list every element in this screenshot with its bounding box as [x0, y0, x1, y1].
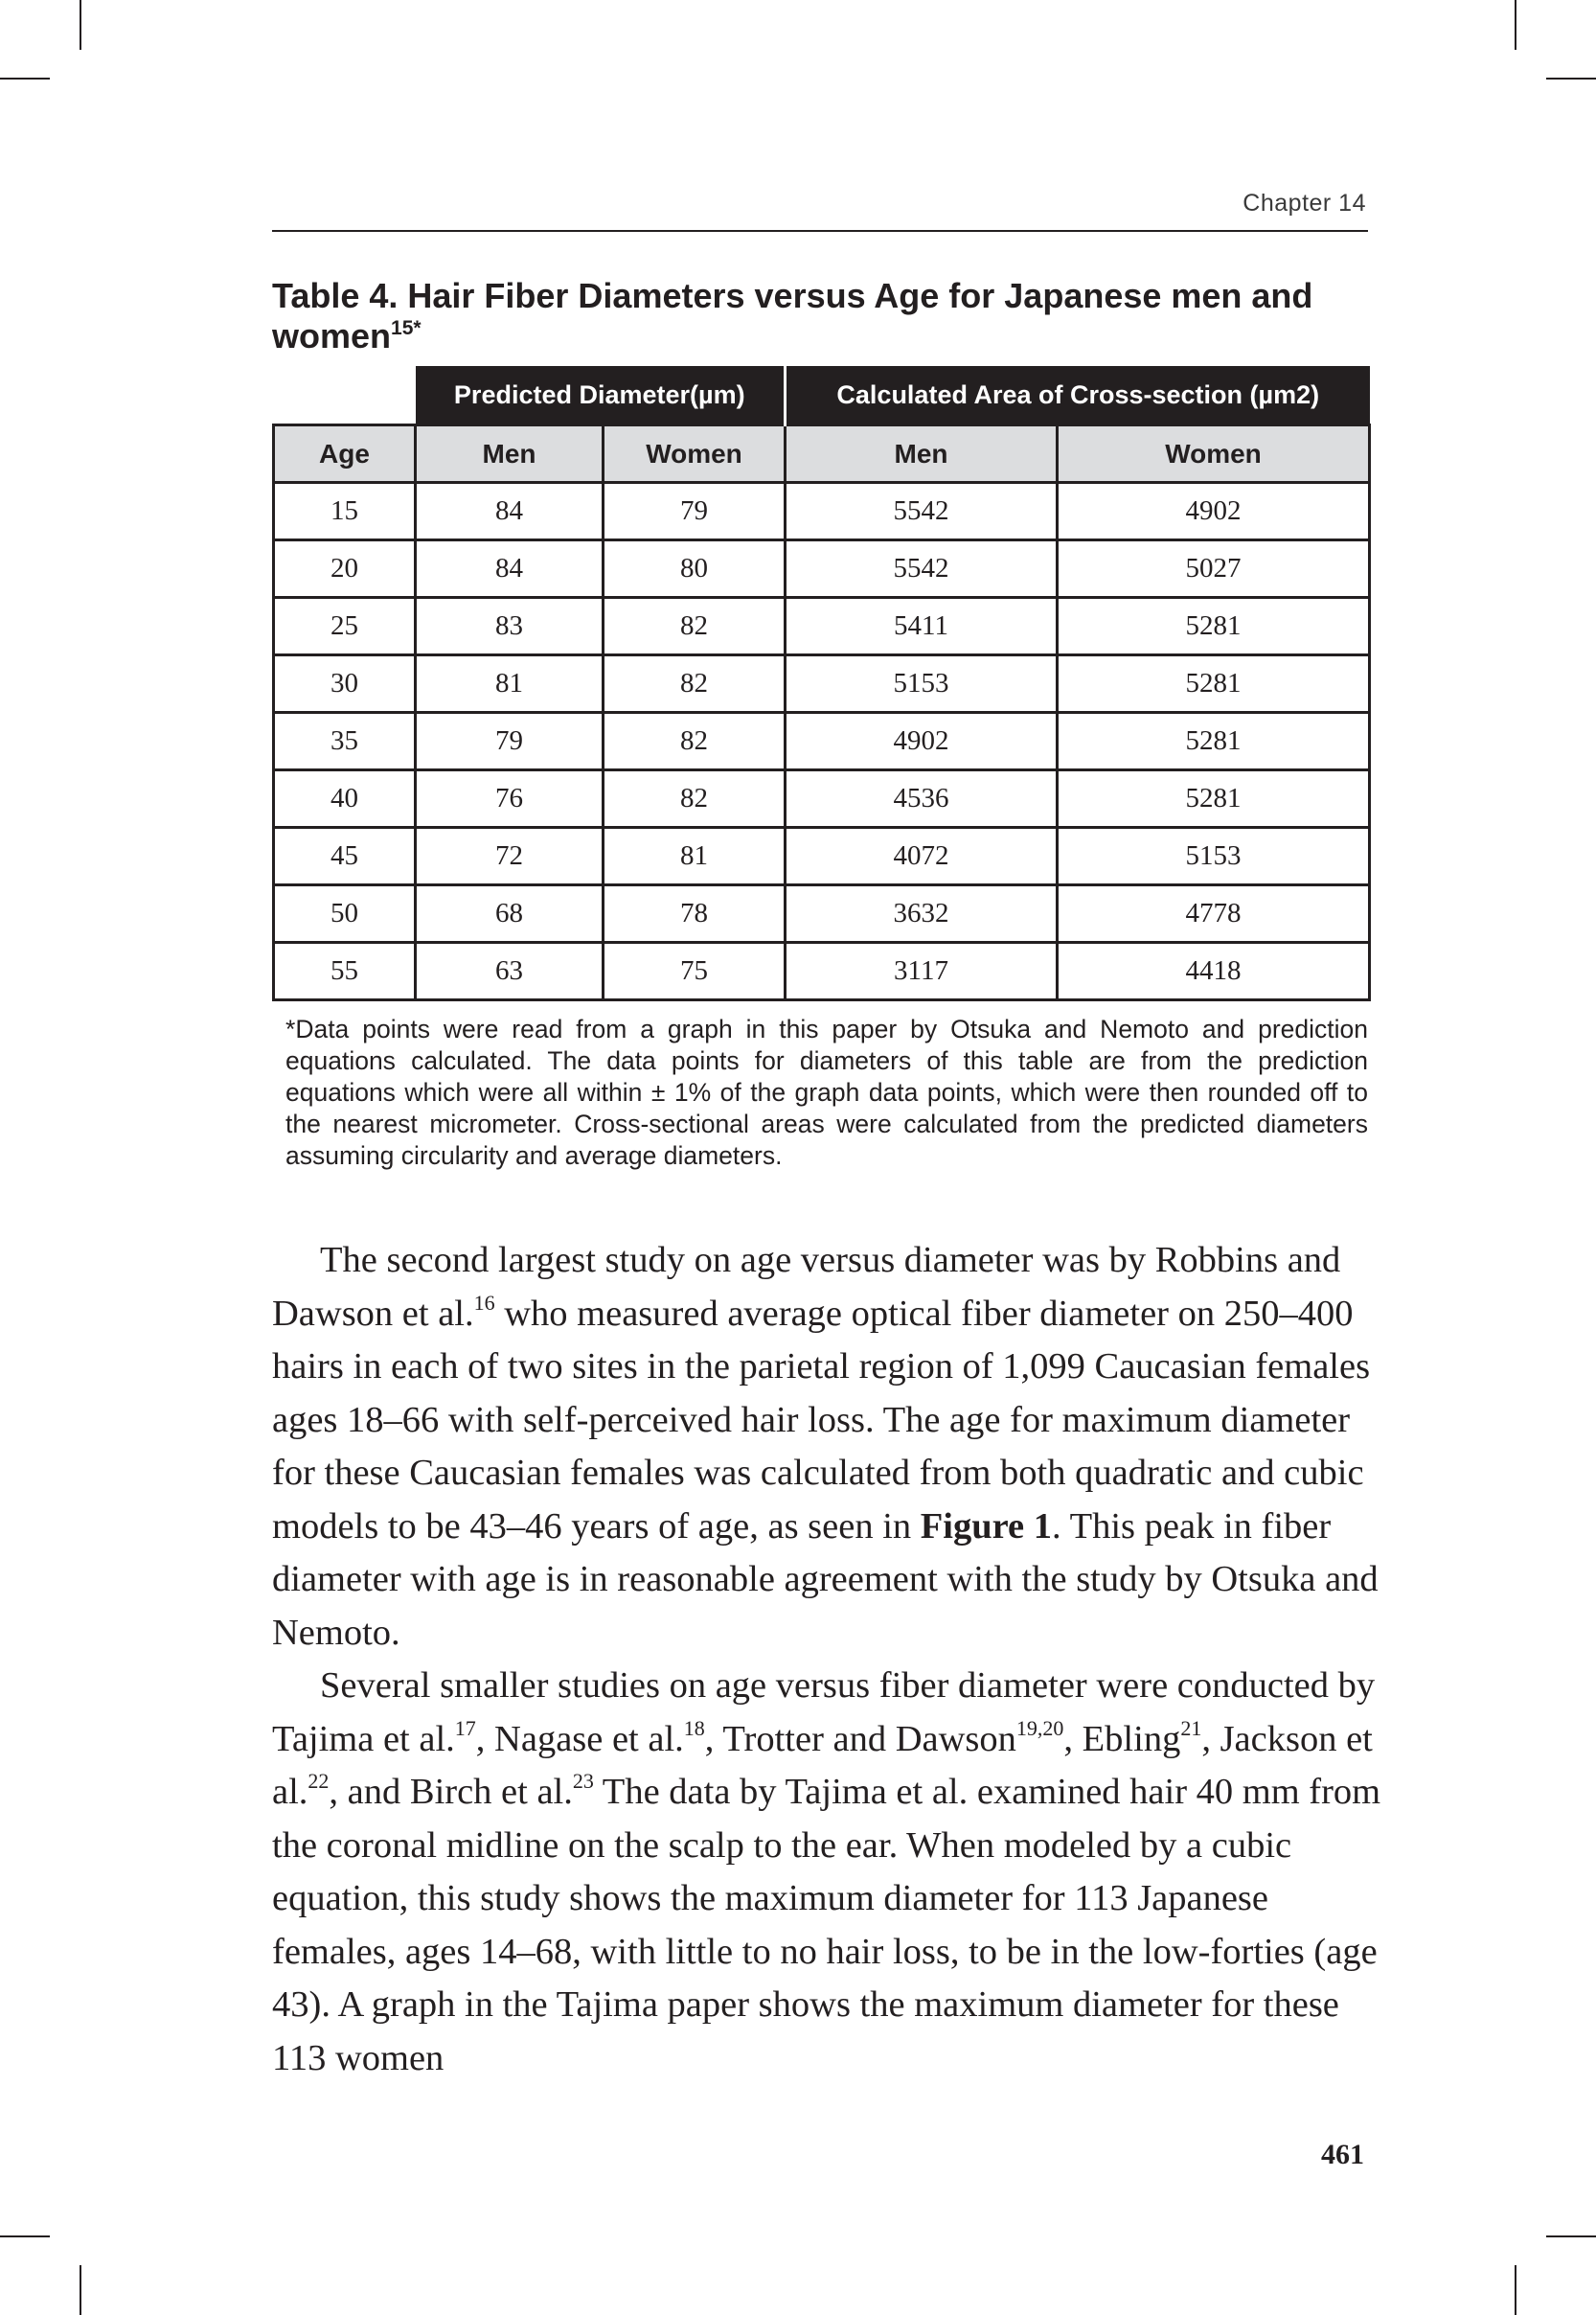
citation-reference: 23 [572, 1769, 594, 1793]
column-header-row [274, 425, 1370, 483]
crop-mark [1515, 0, 1516, 50]
header-rule [272, 230, 1368, 232]
table-cell: 4902 [1058, 483, 1370, 540]
crop-mark [1546, 78, 1596, 80]
table-row [274, 713, 1370, 770]
crop-mark [0, 78, 50, 80]
table-cell-age: 35 [274, 713, 416, 770]
table-row [274, 943, 1370, 1000]
crop-mark [0, 2235, 50, 2237]
table-cell: 75 [604, 943, 786, 1000]
citation-reference: 17 [454, 1715, 476, 1740]
table-title-reference: 15* [391, 317, 422, 339]
crop-mark [80, 0, 81, 50]
table-cell: 83 [416, 598, 604, 655]
table-title [272, 276, 1364, 356]
crop-mark [1546, 2235, 1596, 2237]
citation-reference: 18 [683, 1715, 705, 1740]
table-row [274, 598, 1370, 655]
table-cell: 82 [604, 655, 786, 713]
paragraph-text: , and Birch et al. [329, 1772, 573, 1812]
table-cell: 5281 [1058, 713, 1370, 770]
table-cell: 5542 [786, 483, 1058, 540]
table-footnote: *Data points were read from a graph in this paper by Otsuka and Nemoto and prediction equations calculated. The data points for diameters of this table are from the prediction equations which were all within ± 1% of the graph data points, which were then rounded off to the nearest micrometer. Cross-sectional areas were calculated from the predicted diameters assuming circularity and average diameters. [285, 1015, 1368, 1170]
table-cell-age: 45 [274, 828, 416, 885]
table-cell: 63 [416, 943, 604, 1000]
table-cell-age: 55 [274, 943, 416, 1000]
table-cell: 81 [604, 828, 786, 885]
table-cell: 4778 [1058, 885, 1370, 943]
table-cell: 79 [604, 483, 786, 540]
table-cell: 4536 [786, 770, 1058, 828]
group-header-blank [274, 366, 416, 425]
table-row [274, 828, 1370, 885]
paragraph-text: who measured average optical fiber diameter on 250–400 hairs in each of two sites in the parietal region of 1,099 Caucasian females ages 18–66 with self-perceived hair loss. The age for maximum diameter for these Caucasian females was calculated from both quadratic and cubic models to be 43–46 years of age, as seen in [272, 1293, 1371, 1547]
column-header-area-men: Men [786, 425, 1058, 483]
table-cell-age: 40 [274, 770, 416, 828]
paragraph [272, 1660, 1383, 2085]
table-cell: 82 [604, 770, 786, 828]
table-cell: 82 [604, 598, 786, 655]
table-cell-age: 30 [274, 655, 416, 713]
table-cell: 5542 [786, 540, 1058, 598]
table-row [274, 655, 1370, 713]
table-cell: 84 [416, 540, 604, 598]
paragraph [272, 1234, 1383, 1660]
table-cell: 76 [416, 770, 604, 828]
paragraph-text: . This peak in fiber diameter with age is in reasonable agreement with the study by Otsuka and Nemoto. [272, 1505, 1379, 1653]
table-cell: 81 [416, 655, 604, 713]
table-cell: 78 [604, 885, 786, 943]
table-row [274, 770, 1370, 828]
paragraph-text: Several smaller studies on age versus fiber diameter were conducted by Tajima et al. [272, 1665, 1376, 1759]
figure-reference: Figure 1 [920, 1505, 1053, 1547]
column-header-area-women: Women [1058, 425, 1370, 483]
table-cell: 84 [416, 483, 604, 540]
table-cell-age: 20 [274, 540, 416, 598]
table-cell: 3632 [786, 885, 1058, 943]
table-cell: 5153 [786, 655, 1058, 713]
citation-reference: 16 [473, 1290, 495, 1315]
table-cell: 68 [416, 885, 604, 943]
table-cell-age: 50 [274, 885, 416, 943]
group-header-row [274, 366, 1370, 425]
table-cell: 5153 [1058, 828, 1370, 885]
body-text [272, 1234, 1383, 2085]
table-cell: 82 [604, 713, 786, 770]
table-cell: 4418 [1058, 943, 1370, 1000]
citation-reference: 21 [1180, 1715, 1202, 1740]
citation-reference: 19,20 [1015, 1715, 1064, 1740]
column-header-age: Age [274, 425, 416, 483]
citation-reference: 22 [308, 1769, 330, 1793]
table-cell: 4902 [786, 713, 1058, 770]
group-header-diameter: Predicted Diameter(µm) [416, 366, 786, 425]
table-cell: 79 [416, 713, 604, 770]
paragraph-text: The second largest study on age versus diameter was by Robbins and Dawson et al. [272, 1240, 1341, 1334]
table-row [274, 540, 1370, 598]
column-header-diameter-women: Women [604, 425, 786, 483]
data-table [272, 366, 1371, 1001]
table-cell-age: 25 [274, 598, 416, 655]
table-cell: 5281 [1058, 598, 1370, 655]
table-cell: 4072 [786, 828, 1058, 885]
table-cell-age: 15 [274, 483, 416, 540]
table-cell: 72 [416, 828, 604, 885]
table-row [274, 885, 1370, 943]
table-title-text: Table 4. Hair Fiber Diameters versus Age for Japanese men and women [272, 276, 1313, 355]
table-cell: 5281 [1058, 655, 1370, 713]
crop-mark [1515, 2265, 1516, 2315]
column-header-diameter-men: Men [416, 425, 604, 483]
crop-mark [80, 2265, 81, 2315]
table-cell: 3117 [786, 943, 1058, 1000]
table-cell: 5027 [1058, 540, 1370, 598]
table-row [274, 483, 1370, 540]
running-head: Chapter 14 [1243, 190, 1366, 217]
table-cell: 5411 [786, 598, 1058, 655]
group-header-area: Calculated Area of Cross-section (µm2) [786, 366, 1370, 425]
paragraph-text: , Trotter and Dawson [704, 1718, 1016, 1759]
page-number: 461 [1321, 2139, 1364, 2170]
paragraph-text: The data by Tajima et al. examined hair 40 mm from the coronal midline on the scalp to the ear. When modeled by a cubic equation, this study shows the maximum diameter for 113 Japanese females, ages 14–68, with little to no hair loss, to be in the low-forties (age 43). A graph in the Tajima paper shows the maximum diameter for these 113 women [272, 1772, 1381, 2078]
paragraph-text: , Nagase et al. [475, 1718, 684, 1759]
table-cell: 80 [604, 540, 786, 598]
table-cell: 5281 [1058, 770, 1370, 828]
paragraph-text: , Jackson et al. [272, 1718, 1373, 1812]
paragraph-text: , Ebling [1063, 1718, 1181, 1759]
